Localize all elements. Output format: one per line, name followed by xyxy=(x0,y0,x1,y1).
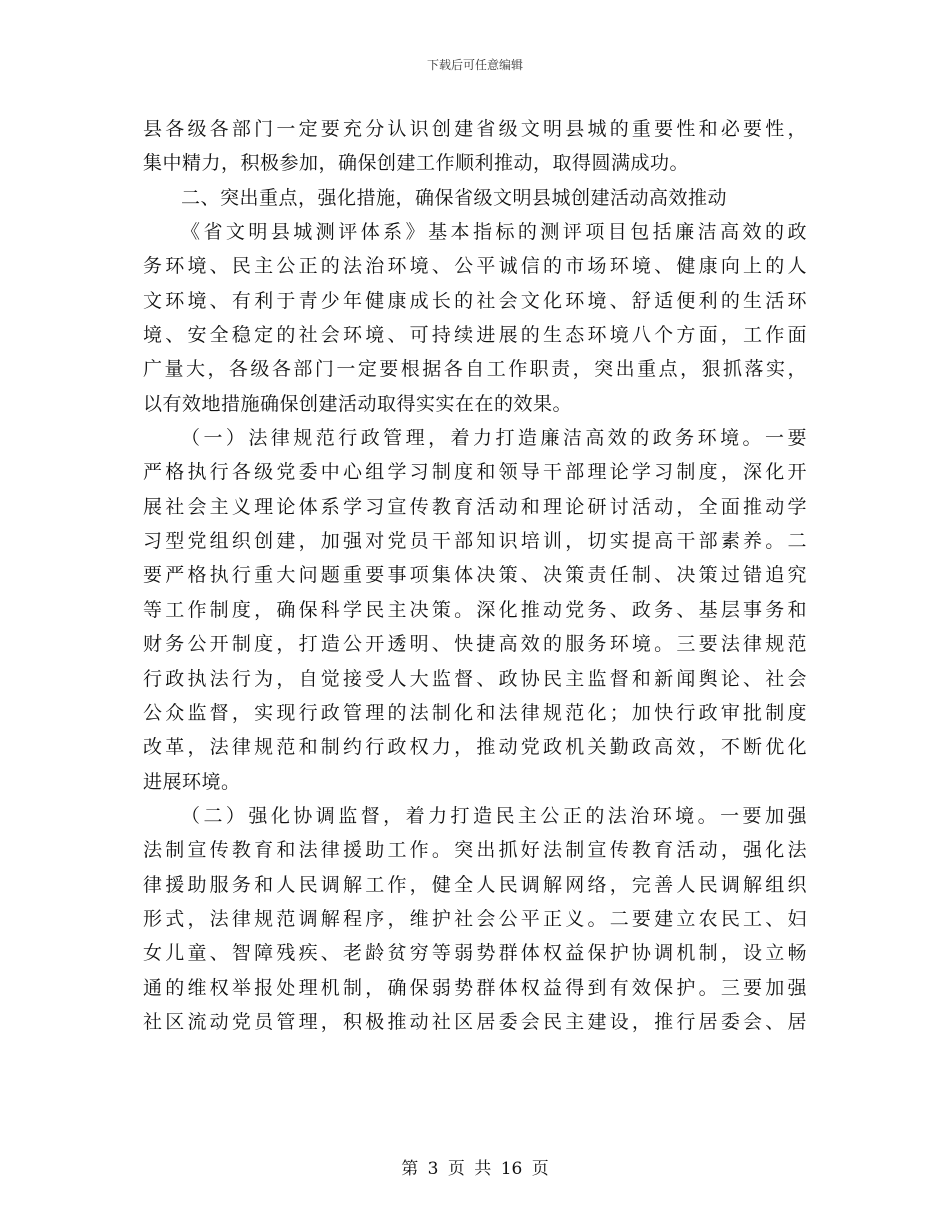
text-line: 女儿童、智障残疾、老龄贫穷等弱势群体权益保护协调机制，设立畅 xyxy=(143,942,807,965)
text-line: 法制宣传教育和法律援助工作。突出抓好法制宣传教育活动，强化法 xyxy=(143,839,807,862)
text-line: 广量大，各级各部门一定要根据各自工作职责，突出重点，狠抓落实， xyxy=(143,358,807,381)
text-line: 等工作制度，确保科学民主决策。深化推动党务、政务、基层事务和 xyxy=(143,598,807,621)
text-line: 社区流动党员管理，积极推动社区居委会民主建设，推行居委会、居 xyxy=(143,1010,807,1033)
text-line: 以有效地措施确保创建活动取得实实在在的效果。 xyxy=(143,392,573,415)
text-line: 律援助服务和人民调解工作，健全人民调解网络，完善人民调解组织 xyxy=(143,873,807,896)
text-line: 二、突出重点，强化措施，确保省级文明县城创建活动高效推动 xyxy=(181,186,728,209)
text-line: 公众监督，实现行政管理的法制化和法律规范化；加快行政审批制度 xyxy=(143,701,807,724)
text-line: 要严格执行重大问题重要事项集体决策、决策责任制、决策过错追究 xyxy=(143,564,807,587)
text-line: 行政执法行为，自觉接受人大监督、政协民主监督和新闻舆论、社会 xyxy=(143,667,807,690)
page-footer: 第 3 页 共 16 页 xyxy=(401,1159,549,1179)
text-line: 展社会主义理论体系学习宣传教育活动和理论研讨活动，全面推动学 xyxy=(143,495,807,518)
text-line: 务环境、民主公正的法治环境、公平诚信的市场环境、健康向上的人 xyxy=(143,255,807,278)
text-line: 习型党组织创建，加强对党员干部知识培训，切实提高干部素养。二 xyxy=(143,530,807,553)
text-line: 形式，法律规范调解程序，维护社会公平正义。二要建立农民工、妇 xyxy=(143,907,807,930)
text-line: 通的维权举报处理机制，确保弱势群体权益得到有效保护。三要加强 xyxy=(143,976,807,999)
text-line: 文环境、有利于青少年健康成长的社会文化环境、舒适便利的生活环 xyxy=(143,289,807,312)
document-body xyxy=(143,112,807,1039)
text-line: 改革，法律规范和制约行政权力，推动党政机关勤政高效，不断优化 xyxy=(143,736,807,759)
text-line: 《省文明县城测评体系》基本指标的测评项目包括廉洁高效的政 xyxy=(181,221,807,244)
page-header: 下载后可任意编辑 xyxy=(426,58,523,72)
text-line: （一）法律规范行政管理，着力打造廉洁高效的政务环境。一要 xyxy=(181,427,807,450)
text-line: （二）强化协调监督，着力打造民主公正的法治环境。一要加强 xyxy=(181,804,807,827)
text-line: 财务公开制度，打造公开透明、快捷高效的服务环境。三要法律规范 xyxy=(143,633,807,656)
text-line: 进展环境。 xyxy=(143,770,241,793)
text-line: 县各级各部门一定要充分认识创建省级文明县城的重要性和必要性， xyxy=(143,118,807,140)
text-line: 严格执行各级党委中心组学习制度和领导干部理论学习制度，深化开 xyxy=(143,461,807,484)
text-line: 境、安全稳定的社会环境、可持续进展的生态环境八个方面，工作面 xyxy=(143,324,807,347)
text-line: 集中精力，积极参加，确保创建工作顺利推动，取得圆满成功。 xyxy=(143,152,690,175)
